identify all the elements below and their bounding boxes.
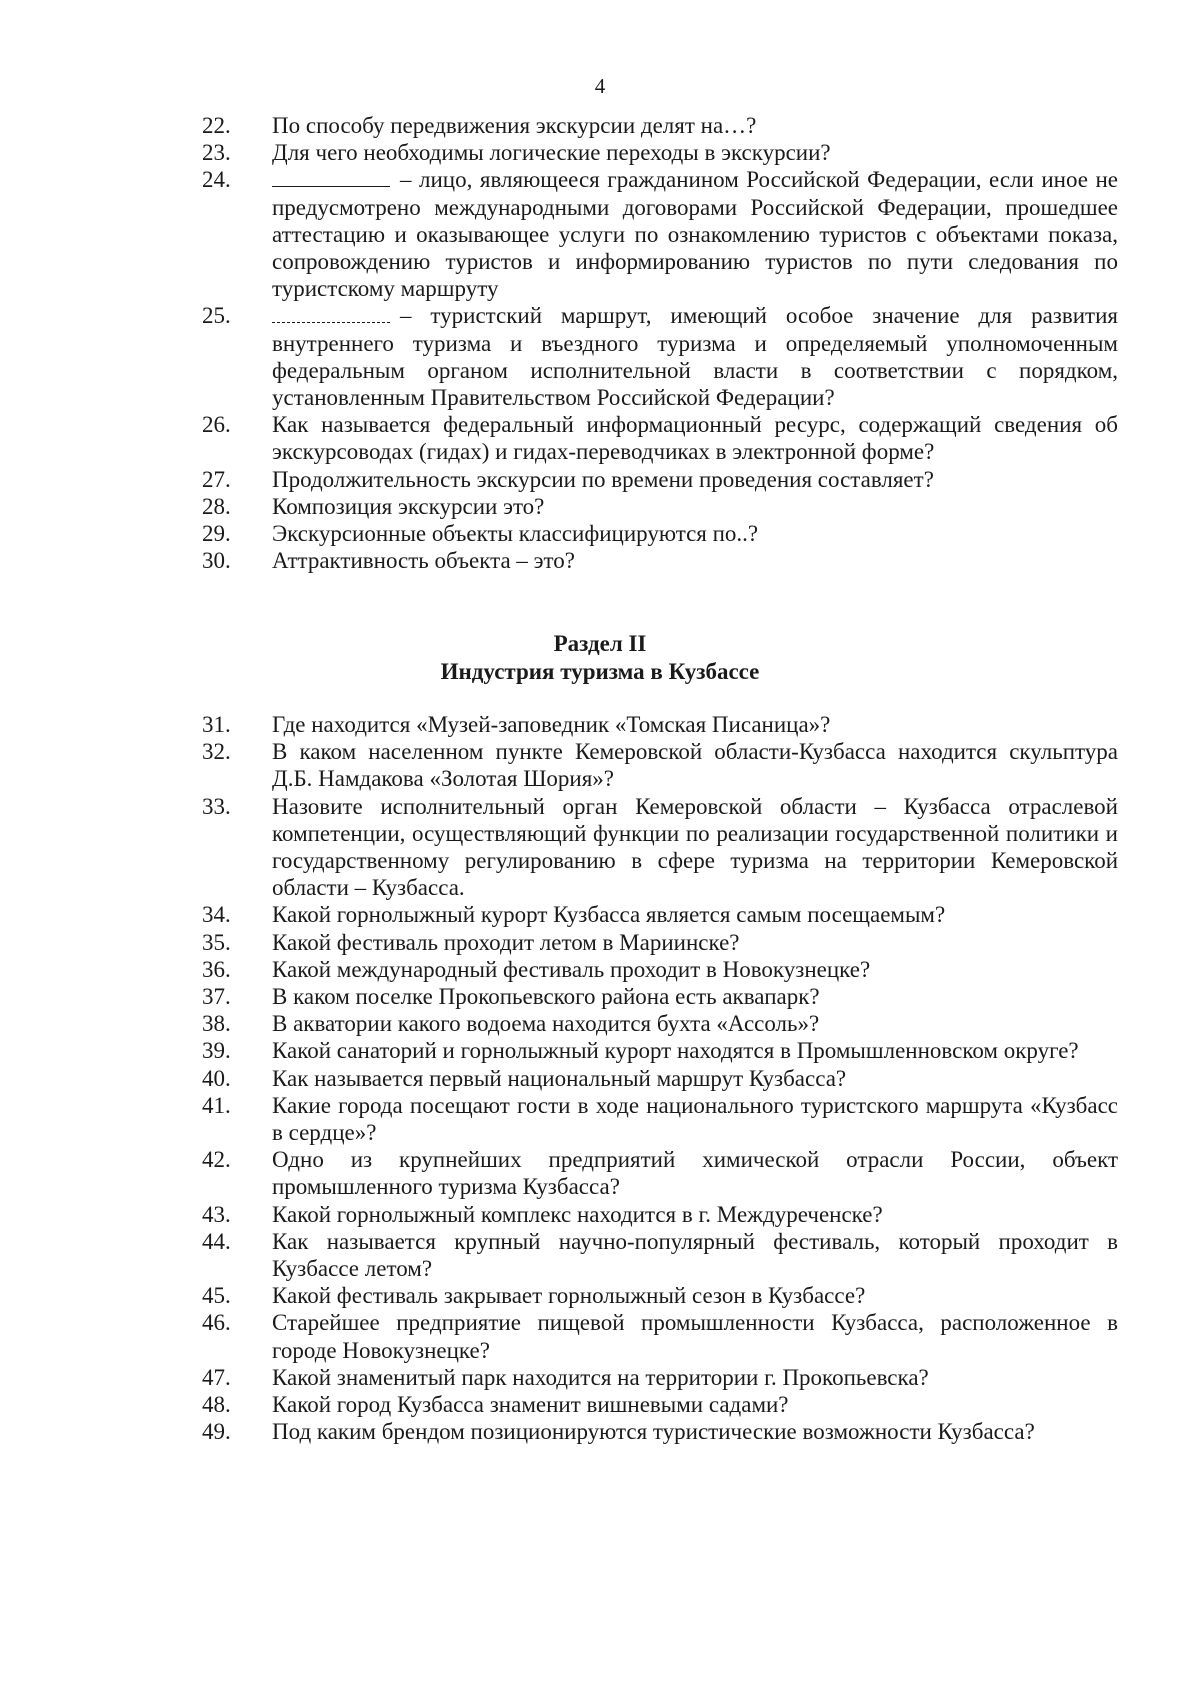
question-item bbox=[202, 1418, 1118, 1445]
question-item bbox=[202, 1391, 1118, 1418]
question-list-part-1 bbox=[202, 112, 1118, 574]
question-text: Для чего необходимы логические переходы в экскурсии? bbox=[272, 140, 831, 166]
question-number: 30. bbox=[202, 548, 231, 574]
question-text: Как называется крупный научно-популярный фестиваль, который проходит в Кузбассе летом? bbox=[272, 1228, 1118, 1282]
question-text: – туристский маршрут, имеющий особое значение для развития внутреннего туризма и въездного туризма и определяемый уполномоченным федеральным органом исполнительной власти в соответствии с порядком, установленным Правительством Российской Федерации? bbox=[272, 303, 1118, 411]
question-text: Аттрактивность объекта – это? bbox=[272, 548, 575, 574]
question-item bbox=[202, 1010, 1118, 1037]
question-text: Экскурсионные объекты классифицируются по..? bbox=[272, 521, 759, 547]
section-subtitle: Индустрия туризма в Кузбассе bbox=[440, 659, 760, 684]
question-item bbox=[202, 1092, 1118, 1146]
question-text: Композиция экскурсии это? bbox=[272, 493, 545, 519]
question-text: Какой фестиваль проходит летом в Мариинске? bbox=[272, 929, 740, 955]
question-number: 48. bbox=[202, 1392, 231, 1418]
question-list-part-2 bbox=[202, 711, 1118, 1445]
question-text: Какой знаменитый парк находится на территории г. Прокопьевска? bbox=[272, 1364, 929, 1390]
answer-blank-line bbox=[272, 302, 390, 323]
question-number: 26. bbox=[202, 412, 231, 438]
question-number: 23. bbox=[202, 140, 231, 166]
question-text-with-blank bbox=[272, 302, 1118, 411]
question-number: 39. bbox=[202, 1038, 231, 1064]
question-item bbox=[202, 520, 1118, 547]
question-text: Какой фестиваль закрывает горнолыжный сезон в Кузбассе? bbox=[272, 1283, 866, 1309]
question-number: 35. bbox=[202, 929, 231, 955]
question-text: Под каким брендом позиционируются туристические возможности Кузбасса? bbox=[272, 1419, 1035, 1445]
question-item bbox=[202, 983, 1118, 1010]
question-item bbox=[202, 411, 1118, 465]
question-text: В акватории какого водоема находится бухта «Ассоль»? bbox=[272, 1011, 820, 1037]
question-number: 49. bbox=[202, 1419, 231, 1445]
question-item bbox=[202, 1037, 1118, 1064]
question-number: 25. bbox=[202, 303, 231, 329]
question-text: Продолжительность экскурсии по времени проведения составляет? bbox=[272, 466, 934, 492]
question-number: 33. bbox=[202, 793, 231, 819]
question-number: 45. bbox=[202, 1283, 231, 1309]
question-number: 38. bbox=[202, 1011, 231, 1037]
question-item bbox=[202, 1228, 1118, 1282]
question-item bbox=[202, 466, 1118, 493]
question-item bbox=[202, 139, 1118, 166]
question-item bbox=[202, 493, 1118, 520]
question-text: Какой международный фестиваль проходит в Новокузнецке? bbox=[272, 956, 871, 982]
question-item bbox=[202, 793, 1118, 902]
section-title: Раздел II bbox=[553, 631, 647, 656]
question-number: 36. bbox=[202, 956, 231, 982]
question-text: Какой санаторий и горнолыжный курорт находятся в Промышленновском округе? bbox=[272, 1038, 1079, 1064]
answer-blank-line bbox=[272, 166, 390, 187]
question-item bbox=[202, 738, 1118, 792]
question-number: 47. bbox=[202, 1364, 231, 1390]
question-item bbox=[202, 1146, 1118, 1200]
question-text: Одно из крупнейших предприятий химической отрасли России, объект промышленного туризма Кузбасса? bbox=[272, 1147, 1118, 1200]
question-item bbox=[202, 302, 1118, 411]
question-number: 24. bbox=[202, 167, 231, 193]
question-text: Назовите исполнительный орган Кемеровской области – Кузбасса отраслевой компетенции, осуществляющий функции по реализации государственной политики и государственному регулированию в сфере туризма на территории Кемеровской области – Кузбасса. bbox=[272, 793, 1118, 901]
question-number: 28. bbox=[202, 493, 231, 519]
question-text: – лицо, являющееся гражданином Российской Федерации, если иное не предусмотрено международными договорами Российской Федерации, прошедшее аттестацию и оказывающее услуги по ознакомлению туристов с объектами показа, сопровождению туристов и информированию туристов по пути следования по туристскому маршруту bbox=[272, 167, 1118, 302]
question-text: В каком поселке Прокопьевского района есть аквапарк? bbox=[272, 984, 820, 1010]
question-item bbox=[202, 1065, 1118, 1092]
question-item bbox=[202, 929, 1118, 956]
question-item bbox=[202, 901, 1118, 928]
question-number: 44. bbox=[202, 1228, 231, 1254]
question-item bbox=[202, 166, 1118, 302]
question-number: 40. bbox=[202, 1065, 231, 1091]
question-item bbox=[202, 1364, 1118, 1391]
question-number: 22. bbox=[202, 113, 231, 138]
question-text: Какой горнолыжный комплекс находится в г. Междуреченске? bbox=[272, 1201, 883, 1227]
question-text: Какой город Кузбасса знаменит вишневыми садами? bbox=[272, 1392, 789, 1418]
question-number: 27. bbox=[202, 466, 231, 492]
question-item bbox=[202, 112, 1118, 139]
question-number: 34. bbox=[202, 902, 231, 928]
question-number: 42. bbox=[202, 1147, 231, 1173]
question-number: 29. bbox=[202, 521, 231, 547]
question-text: Где находится «Музей-заповедник «Томская Писаница»? bbox=[272, 712, 831, 737]
question-item bbox=[202, 1201, 1118, 1228]
question-number: 37. bbox=[202, 984, 231, 1010]
question-number: 46. bbox=[202, 1310, 231, 1336]
question-text-with-blank bbox=[272, 166, 1118, 302]
question-text: В каком населенном пункте Кемеровской области-Кузбасса находится скульптура Д.Б. Намдакова «Золотая Шория»? bbox=[272, 739, 1118, 792]
question-number: 43. bbox=[202, 1201, 231, 1227]
question-text: Как называется первый национальный маршрут Кузбасса? bbox=[272, 1065, 847, 1091]
question-item bbox=[202, 547, 1118, 574]
question-number: 41. bbox=[202, 1092, 231, 1118]
question-number: 31. bbox=[202, 712, 231, 737]
question-text: Как называется федеральный информационный ресурс, содержащий сведения об экскурсоводах (гидах) и гидах-переводчиках в электронной форме? bbox=[272, 412, 1118, 465]
question-item bbox=[202, 956, 1118, 983]
question-text: По способу передвижения экскурсии делят на…? bbox=[272, 113, 757, 138]
question-text: Какие города посещают гости в ходе национального туристского маршрута «Кузбасс в сердце»? bbox=[272, 1092, 1118, 1146]
question-item bbox=[202, 1309, 1118, 1363]
question-number: 32. bbox=[202, 739, 231, 765]
question-item bbox=[202, 711, 1118, 738]
question-text: Какой горнолыжный курорт Кузбасса является самым посещаемым? bbox=[272, 902, 946, 928]
question-item bbox=[202, 1282, 1118, 1309]
page-number: 4 bbox=[594, 74, 606, 98]
question-text: Старейшее предприятие пищевой промышленности Кузбасса, расположенное в городе Новокузнецке? bbox=[272, 1310, 1118, 1363]
